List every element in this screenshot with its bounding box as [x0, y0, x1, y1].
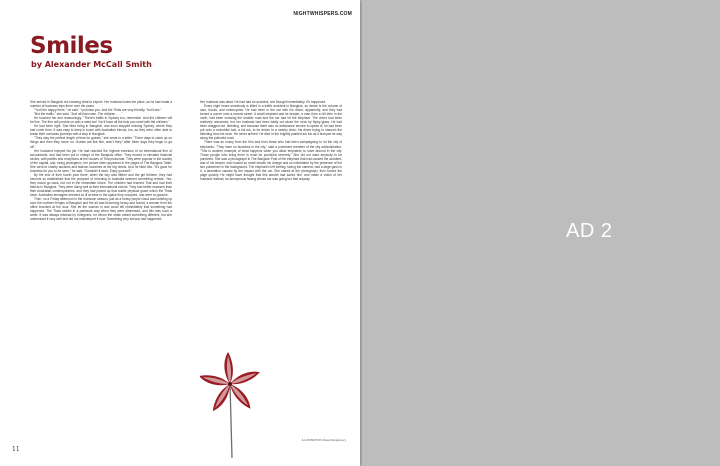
paragraph: By the end of their fourth year there, when the boy was fifteen and the girl thirteen, they had become so established that the prospect of returning to Australia seemed something remote. Yes, they would go back, but not in the immediate future. The children had learned Thai and had their friends in Bangkok. They were doing well at their international school. They had better manners than their Australian contemporaries, and they had picked up that subtle physical grace which the Thais have. Australian teenagers seemed so ill at ease in the space they occupied, and were so gauche.: [30, 172, 172, 198]
pinwheel-illustration: [200, 348, 260, 460]
paragraph: "They stay the perfect length of time for guests," she wrote in a letter. "Three days to catch up on things and then they move on. Guests are like fish, aren't they? After three days they begin to go off.": [30, 136, 172, 149]
pinwheel-stick: [230, 384, 232, 458]
ad-placeholder[interactable]: [362, 0, 720, 466]
illustration-credit: ILLUSTRATION: Dave Montgomery: [301, 438, 346, 442]
pinwheel-center: [228, 382, 232, 386]
paragraph: "You'll be happy there," he said. "I promise you. And the Thais are very friendly. You'll see.": [34, 108, 162, 113]
right-text-column: [200, 100, 342, 325]
site-name[interactable]: NIGHTWHISPERS.COM: [293, 11, 352, 17]
left-text-column: [30, 100, 172, 433]
paragraph: He had been right. She liked living in Bangkok, and soon stopped missing Sydney, where they had come from. It was easy to keep in touch with Australian friends, too, as they were often able to break their overseas journeys with a stop in Bangkok.: [30, 124, 172, 137]
paragraph: Her husband was dead. He had had an accident, she thought immediately. It's happened.: [200, 100, 327, 104]
page-number: 11: [12, 446, 20, 453]
paragraph: He touched her arm reassuringly. "There's traffic in Sydney too, remember. And the children will be fine. The firm will provide us with a maid too! You'll have all the help you need with the children.": [30, 116, 172, 125]
paragraph: "But the traffic," she said. "And all that noise. The children . . . ": [34, 112, 123, 117]
article-byline: by Alexander McCall Smith: [31, 60, 152, 69]
ad-label: AD 2: [566, 220, 613, 242]
paragraph: Her husband enjoyed his job. He had reached the highest echelons of an international firm of accountants, and had been put in charge of the Bangkok office. They moved in elevated financial circles, with parties and receptions at the houses of Thai plutocrats. They were popular in the society of the capital, and, being photogenic, her picture often appeared in the pages of The Bangkok Tatler. She went to charity auctions and fashion launches at the big hotels. And he liked this. "It's good for business for you to be seen," he said. "Consider it work. Enjoy yourself.": [30, 148, 172, 173]
paragraph: She arrived in Bangkok not knowing what to expect. Her husband knew the place, as he had made a number of business trips there over the years.: [30, 100, 172, 109]
paragraph: There was an outcry from the firm and from those who had been campaigning to rid the city of elephants. "They have no business in the city," said a prominent member of the city administration. "This is another example of what happens when you allow elephants to roam around in the city. Those people who bring them in must be punished severely." She did not want anybody to be punished. She saw a photograph in The Bangkok Post of the elephant that had caused the accident, and of his keeper, who looked so small beside his charge and so intimidated by the presence of the two policemen in the background. The elephant's left foreleg, facing the camera, had a large gash in it, a laceration caused by the impact with the car. She stared at the photograph, then turned the page quickly. He might have thought that this amulet had saved him, and made a victim of her husband instead, an anonymous farang whose car was going too fast anyway.: [200, 140, 342, 181]
paragraph: Then, on a Friday afternoon in the monsoon season, just as a heavy purple cloud was building up over the northern fringes of Bangkok and the air was becoming heavy and humid, a woman from the office knocked at the door. She let the woman in and could tell immediately that something had happened. The Thais smiled in a particular way when they were distressed, and this was such a smile. It was always misread by foreigners, for whom the smile meant something different, but she understood it very well and did not misinterpret it now. Something very serious had happened.: [30, 197, 172, 222]
article-title: Smiles: [30, 33, 113, 59]
paragraph: Every night hears somebody is killed in a traffic accident in Bangkok, so dense is the volume of cars, trucks, and motorcycles. He had been in the car with his driver, apparently, and they had turned a corner onto a narrow street. A small elephant and its keeper, a man from a hill tribe in the north, had been crossing the smaller road and the car had hit the elephant. The driver had been relatively unharmed, but her husband had been badly cut about the neck by flying glass. He had been dragged out, bleeding, and because there was no ambulance service to speak of, he had been put onto a motorbike taxi, a tuk tuk, to be driven to a nearby clinic; his driver trying to staunch the bleeding from his neck. He never arrived. He died in the brightly painted tuk tuk as it bumped its way along the potholed road.: [200, 104, 342, 141]
